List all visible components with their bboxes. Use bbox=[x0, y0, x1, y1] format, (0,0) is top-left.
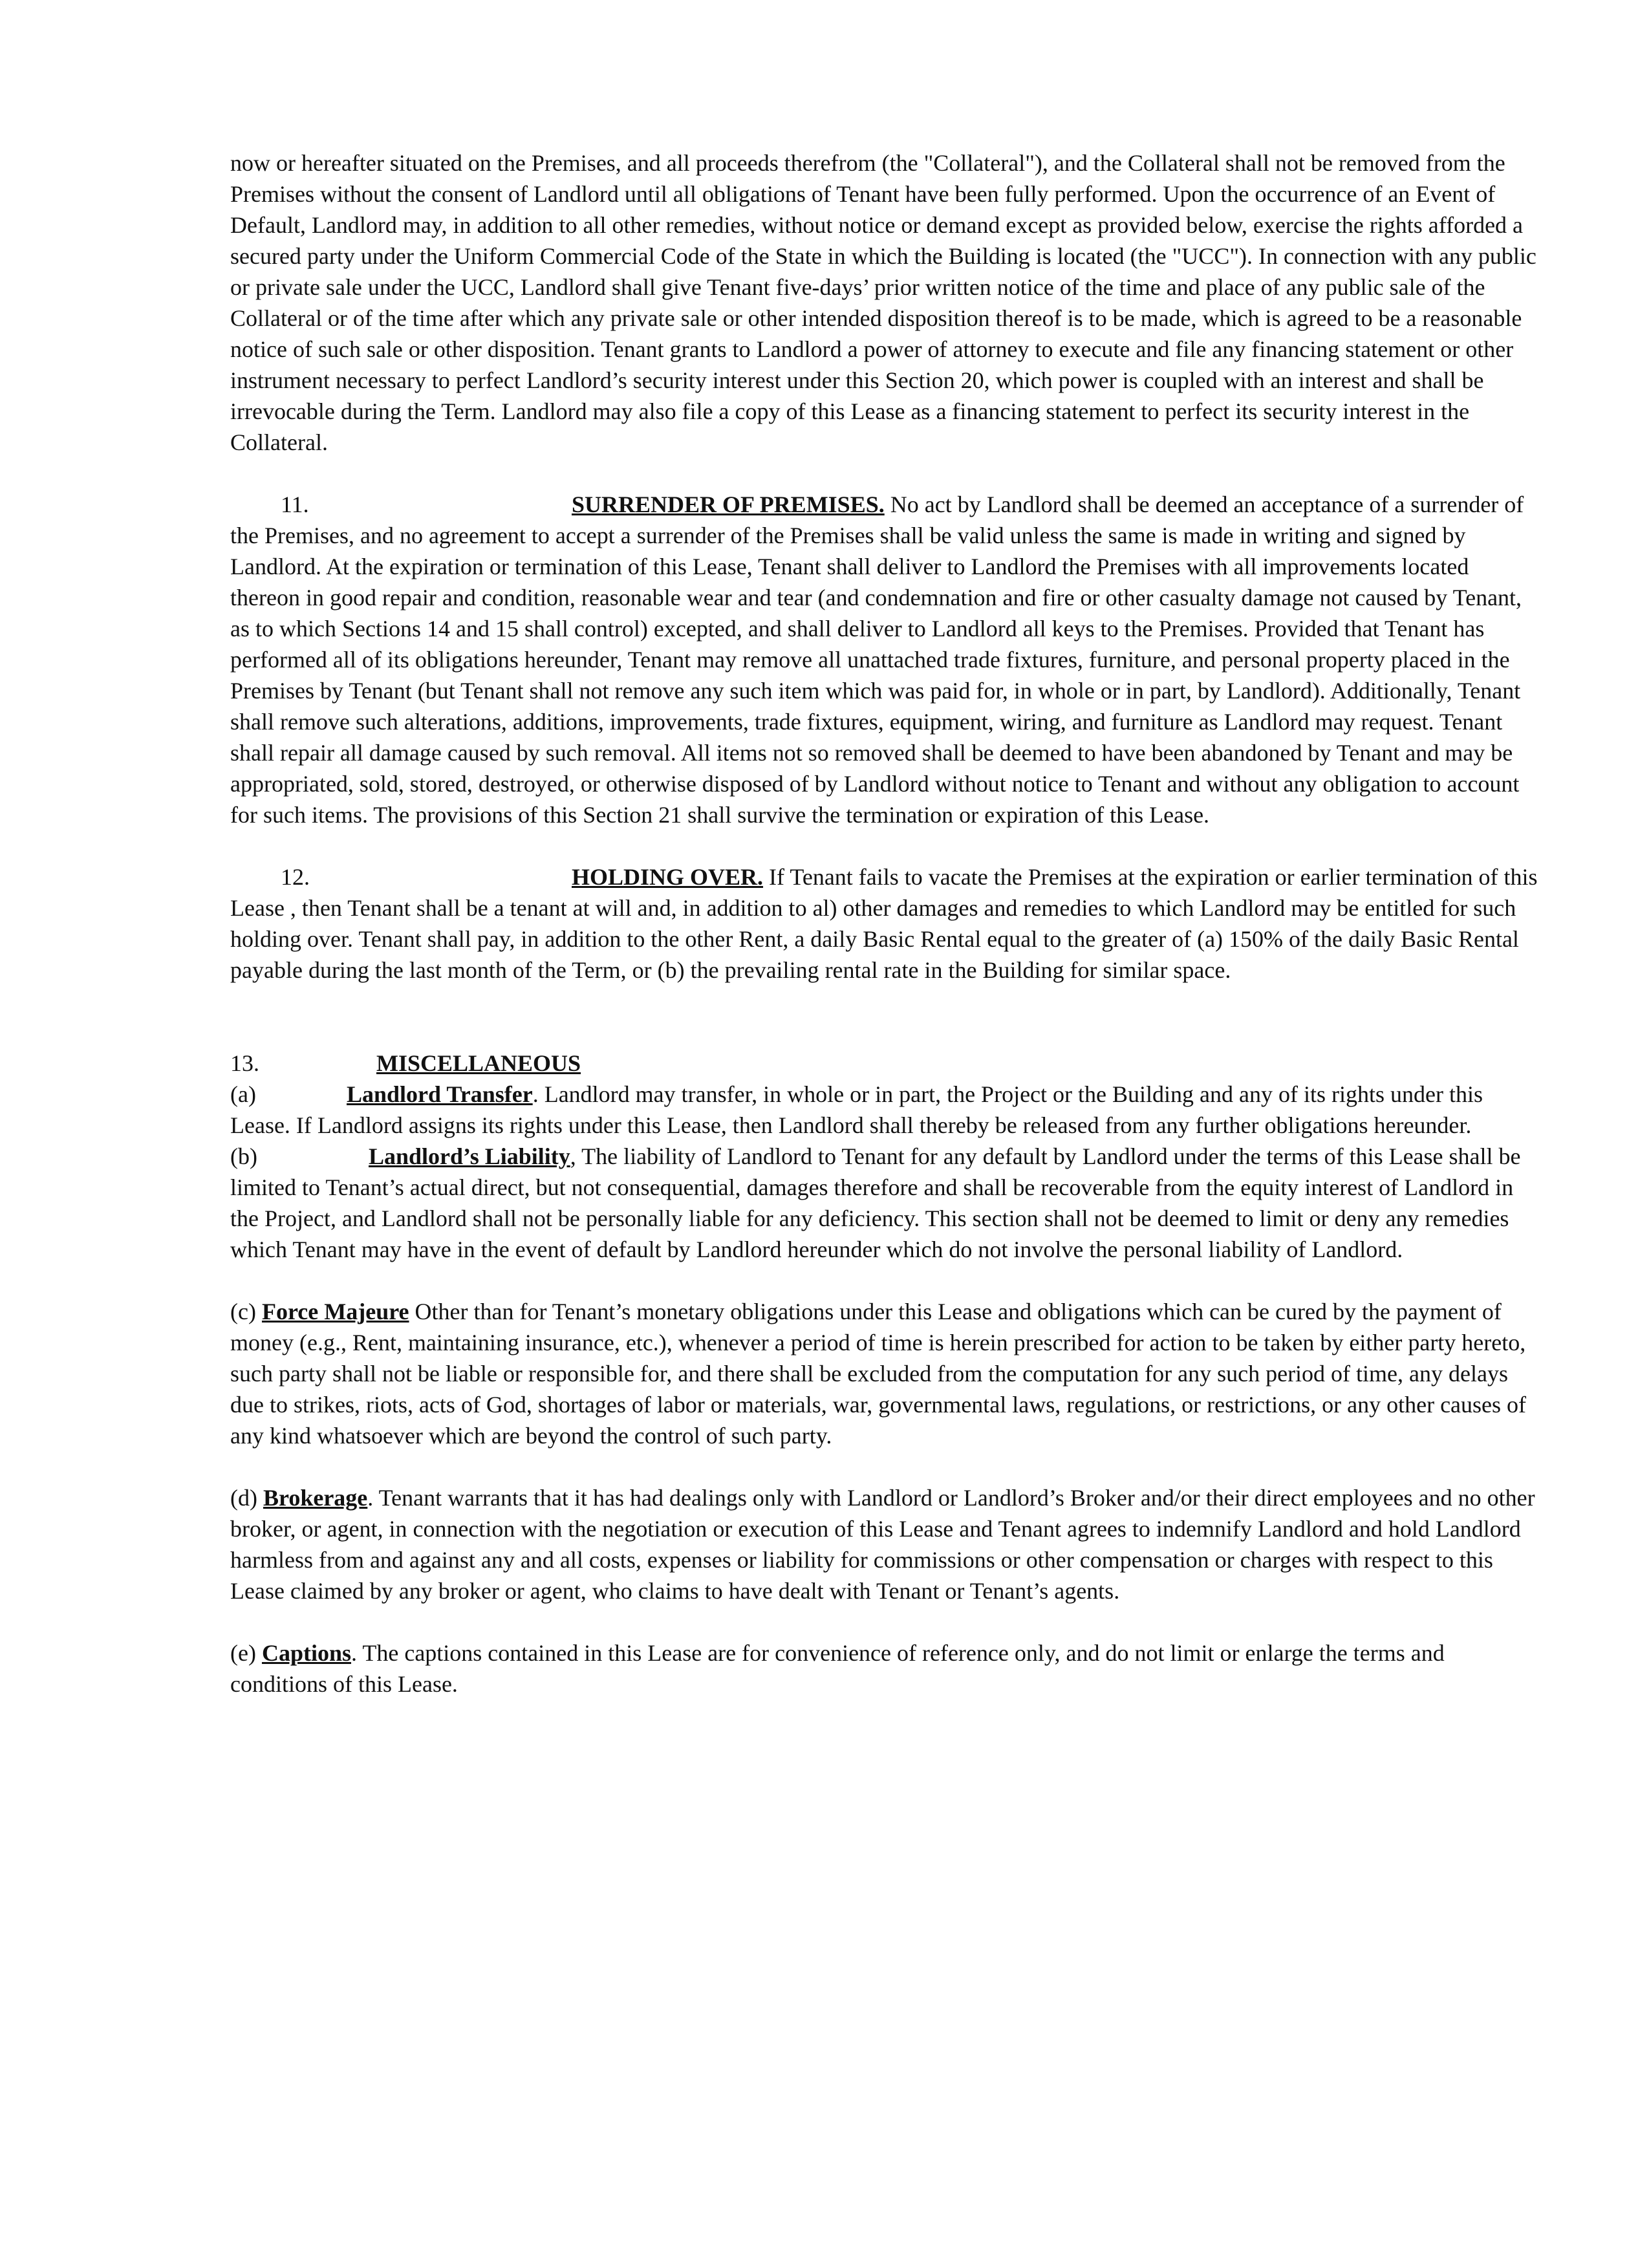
item-b-body: , The liability of Landlord to Tenant for any default by Landlord under the terms of this Lease shall be limited to Tenant’s actual direct, but not consequential, damages therefore and shall be recoverable from the equity interest of Landlord in the Project, and Landlord shall not be personally liable for any deficiency. This section shall not be deemed to limit or deny any remedies which Tenant may have in the event of default by Landlord hereunder which do not involve the personal liability of Landlord. bbox=[230, 1143, 1521, 1262]
item-a-body: . Landlord may transfer, in whole or in part, the Project or the Building and any of its rights under this Lease. If Landlord assigns its rights under this Lease, then Landlord shall thereby be released from any further obligations hereunder. bbox=[230, 1081, 1483, 1138]
section-13-item-a bbox=[230, 1079, 1543, 1141]
item-c-body: Other than for Tenant’s monetary obligations under this Lease and obligations which can be cured by the payment of money (e.g., Rent, maintaining insurance, etc.), whenever a period of time is herein prescribed for action to be taken by either party hereto, such party shall not be liable or responsible for, and there shall be excluded from the computation for any such period of time, any delays due to strikes, riots, acts of God, shortages of labor or materials, war, governmental laws, regulations, or restrictions, or any other causes of any kind whatsoever which are beyond the control of such party. bbox=[230, 1299, 1527, 1449]
section-11-body: No act by Landlord shall be deemed an acceptance of a surrender of the Premises, and no agreement to accept a surrender of the Premises shall be valid unless the same is made in writing and signed by Landlord. At the expiration or termination of this Lease, Tenant shall deliver to Landlord the Premises with all improvements located thereon in good repair and condition, reasonable wear and tear (and condemnation and fire or other casualty damage not caused by Tenant, as to which Sections 14 and 15 shall control) excepted, and shall deliver to Landlord all keys to the Premises. Provided that Tenant has performed all of its obligations hereunder, Tenant may remove all unattached trade fixtures, furniture, and personal property placed in the Premises by Tenant (but Tenant shall not remove any such item which was paid for, in whole or in part, by Landlord). Additionally, Tenant shall remove such alterations, additions, improvements, trade fixtures, equipment, wiring, and furniture as Landlord may request. Tenant shall repair all damage caused by such removal. All items not so removed shall be deemed to have been abandoned by Tenant and may be appropriated, sold, stored, destroyed, or otherwise disposed of by Landlord without notice to Tenant and without any obligation to account for such items. The provisions of this Section 21 shall survive the termination or expiration of this Lease. bbox=[230, 491, 1524, 828]
spacer bbox=[230, 830, 1543, 861]
spacer bbox=[230, 1606, 1543, 1637]
section-13-item-c bbox=[230, 1296, 1543, 1451]
item-e-title: Captions bbox=[261, 1640, 352, 1666]
spacer bbox=[230, 986, 1543, 1048]
section-11-number: 11. bbox=[281, 491, 309, 517]
item-c-title: Force Majeure bbox=[261, 1299, 409, 1324]
section-11 bbox=[230, 489, 1543, 830]
spacer bbox=[230, 1451, 1543, 1482]
spacer bbox=[230, 1265, 1543, 1296]
section-13-item-b bbox=[230, 1141, 1543, 1265]
spacer bbox=[230, 458, 1543, 489]
item-c-label: (c) bbox=[230, 1299, 262, 1324]
item-a-label: (a) bbox=[230, 1081, 256, 1107]
item-e-body: . The captions contained in this Lease are for convenience of reference only, and do not limit or enlarge the terms and conditions of this Lease. bbox=[230, 1640, 1445, 1697]
item-d-label: (d) bbox=[230, 1485, 263, 1511]
section-13-number: 13. bbox=[230, 1050, 259, 1076]
section-13-heading: MISCELLANEOUS bbox=[376, 1050, 581, 1076]
section-12 bbox=[230, 861, 1543, 986]
item-a-title: Landlord Transfer bbox=[347, 1081, 533, 1107]
section-13-heading-line bbox=[230, 1048, 1543, 1079]
intro-paragraph: now or hereafter situated on the Premises, and all proceeds therefrom (the "Collateral"), and the Collateral shall not be removed from the Premises without the consent of Landlord until all obligations of Tenant have been fully performed. Upon the occurrence of an Event of Default, Landlord may, in addition to all other remedies, without notice or demand except as provided below, exercise the rights afforded a secured party under the Uniform Commercial Code of the State in which the Building is located (the "UCC"). In connection with any public or private sale under the UCC, Landlord shall give Tenant five-days’ prior written notice of the time and place of any public sale of the Collateral or of the time after which any private sale or other intended disposition thereof is to be made, which is agreed to be a reasonable notice of such sale or other disposition. Tenant grants to Landlord a power of attorney to execute and file any financing statement or other instrument necessary to perfect Landlord’s security interest under this Section 20, which power is coupled with an interest and shall be irrevocable during the Term. Landlord may also file a copy of this Lease as a financing statement to perfect its security interest in the Collateral. bbox=[230, 150, 1536, 455]
item-b-label: (b) bbox=[230, 1143, 257, 1169]
section-12-body: If Tenant fails to vacate the Premises at the expiration or earlier termination of this Lease , then Tenant shall be a tenant at will and, in addition to al) other damages and remedies to which Landlord may be entitled for such holding over. Tenant shall pay, in addition to the other Rent, a daily Basic Rental equal to the greater of (a) 150% of the daily Basic Rental payable during the last month of the Term, or (b) the prevailing rental rate in the Building for similar space. bbox=[230, 864, 1538, 983]
document-page bbox=[230, 147, 1543, 1700]
section-12-heading: HOLDING OVER. bbox=[572, 864, 764, 890]
section-13-item-e bbox=[230, 1637, 1543, 1700]
section-13-item-d bbox=[230, 1482, 1543, 1606]
item-d-title: Brokerage bbox=[263, 1485, 368, 1511]
item-d-body: . Tenant warrants that it has had dealings only with Landlord or Landlord’s Broker and/or their direct employees and no other broker, or agent, in connection with the negotiation or execution of this Lease and Tenant agrees to indemnify Landlord and hold Landlord harmless from and against any and all costs, expenses or liability for commissions or other compensation or charges with respect to this Lease claimed by any broker or agent, who claims to have dealt with Tenant or Tenant’s agents. bbox=[230, 1485, 1535, 1604]
item-e-label: (e) bbox=[230, 1640, 262, 1666]
section-12-number: 12. bbox=[281, 864, 310, 890]
item-b-title: Landlord’s Liability bbox=[369, 1143, 570, 1169]
section-11-heading: SURRENDER OF PREMISES. bbox=[572, 491, 885, 517]
